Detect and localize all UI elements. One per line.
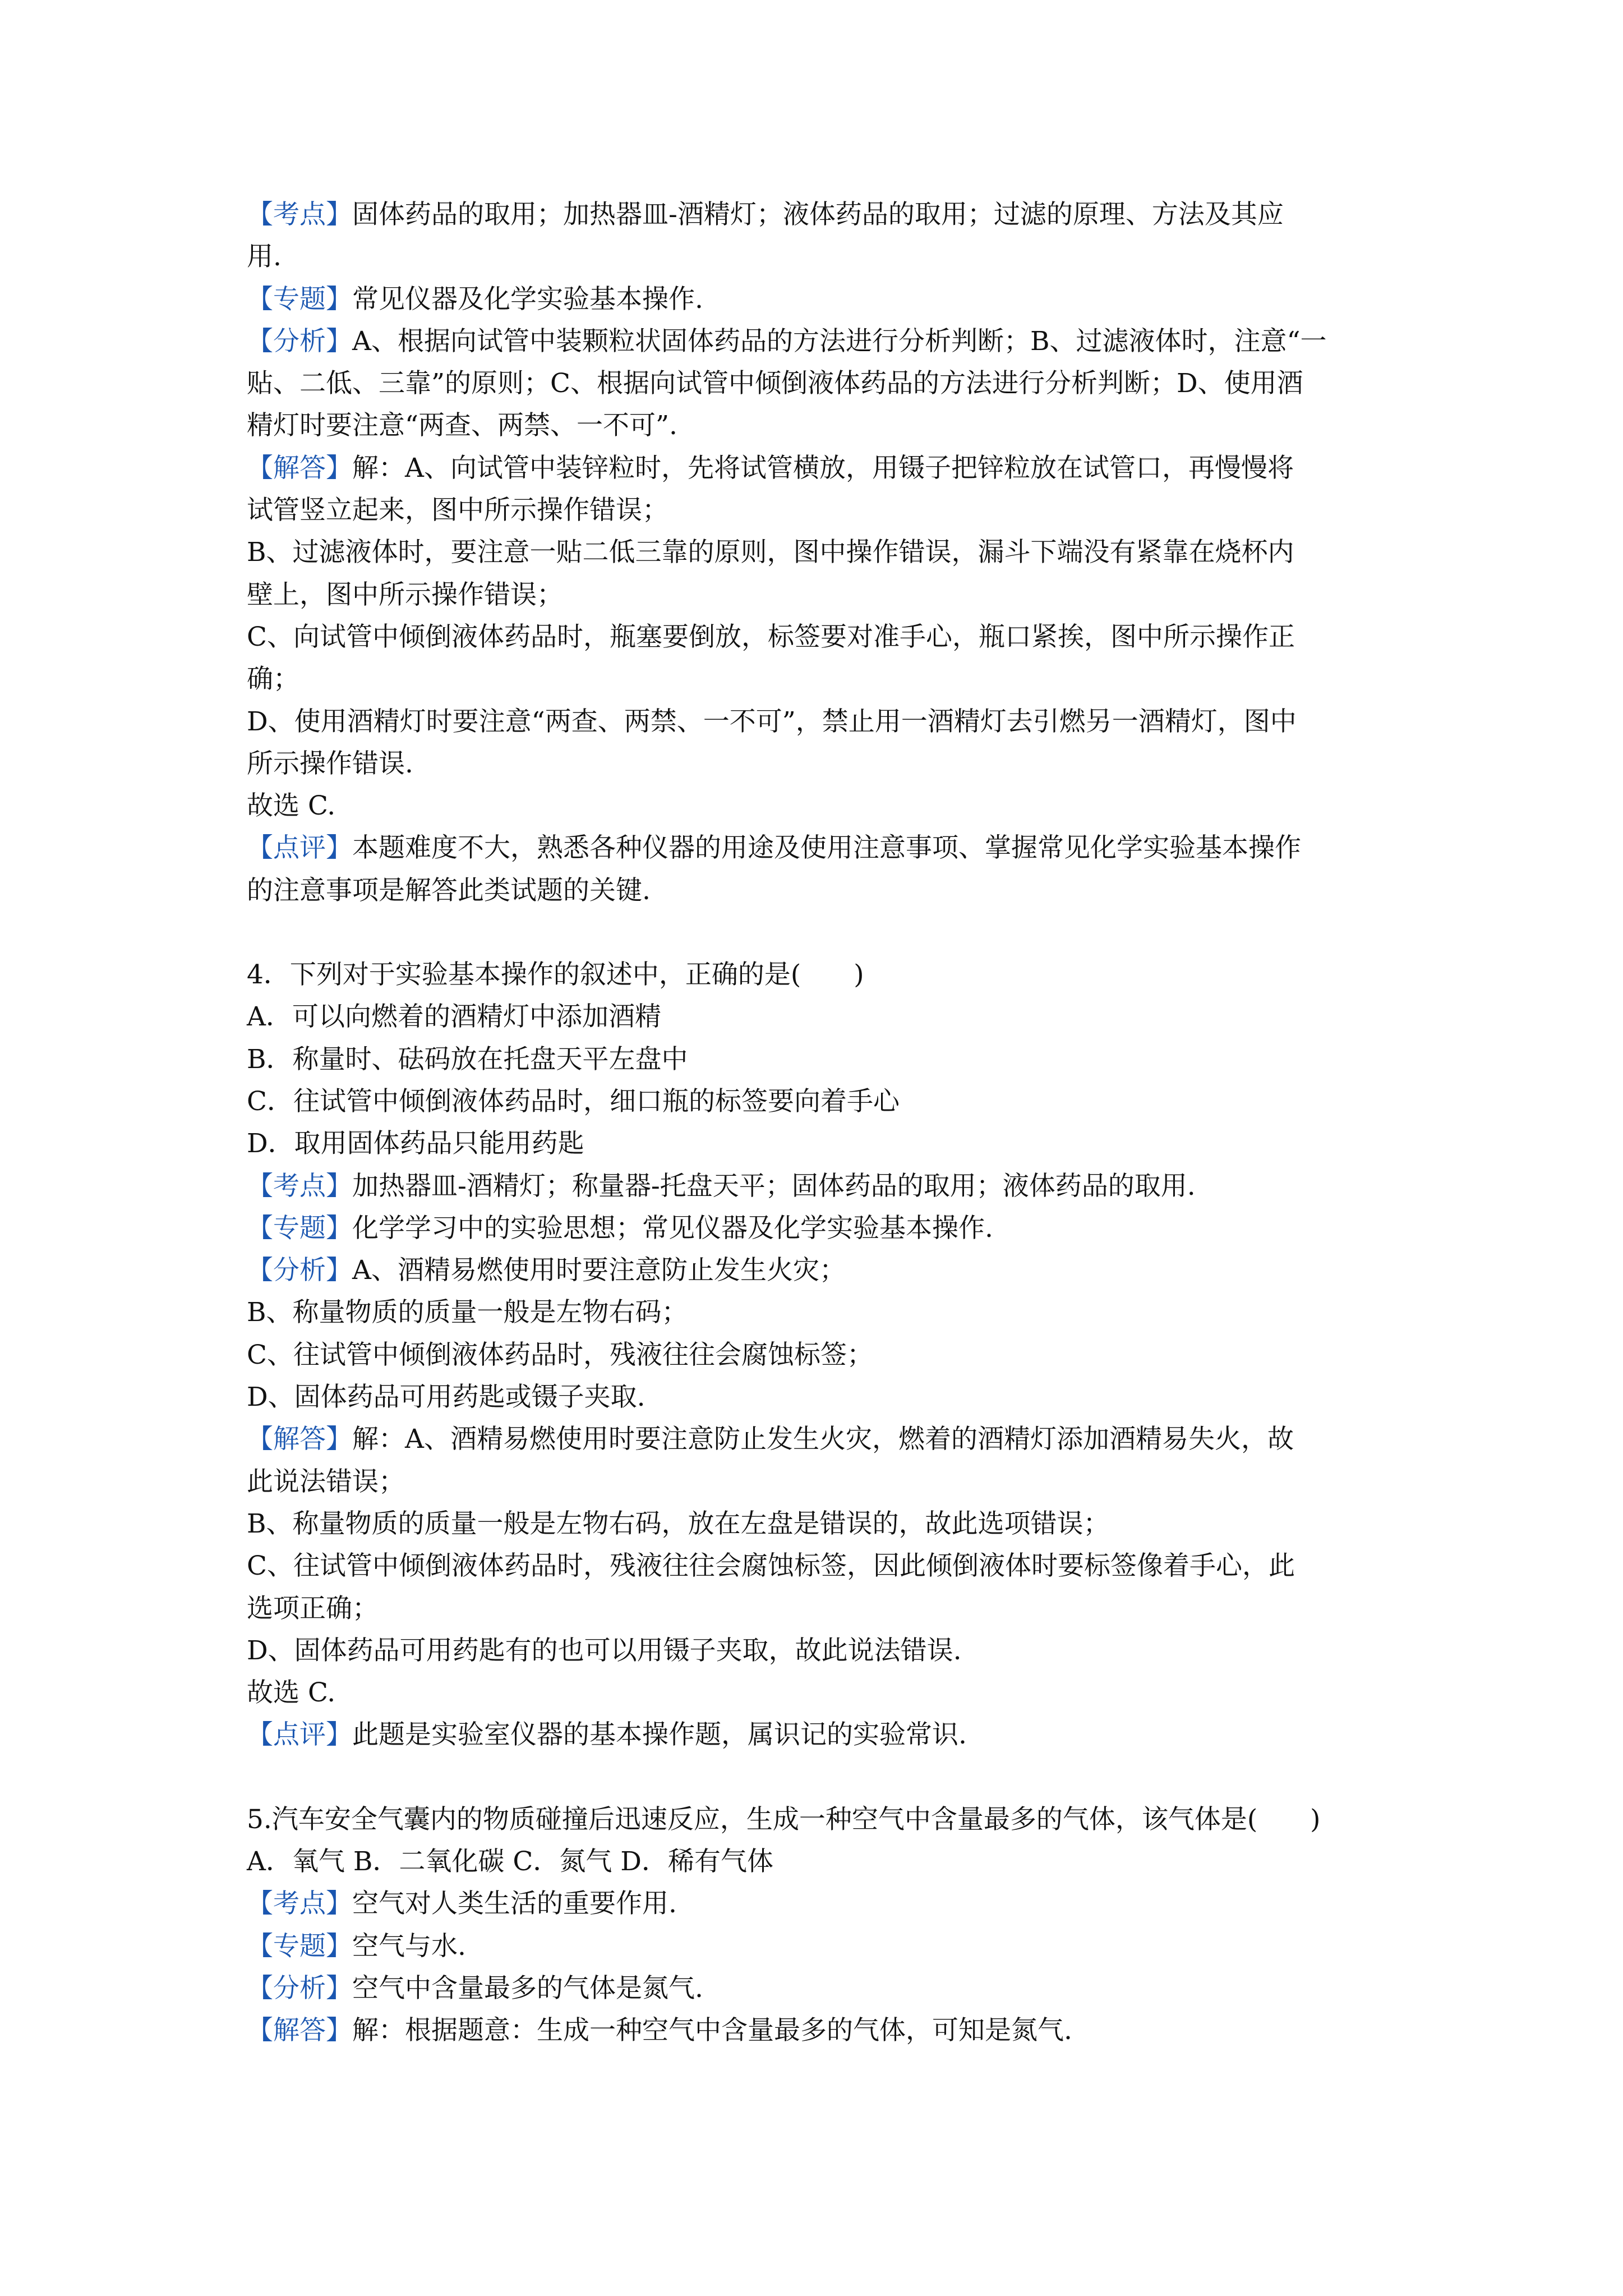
question-stem: 4．下列对于实验基本操作的叙述中，正确的是( ) — [247, 959, 864, 991]
dianping-text-cont: 的注意事项是解答此类试题的关键. — [247, 875, 651, 906]
jieda-tag: 【解答】 — [247, 452, 352, 484]
fenxi-text-cont: 贴、二低、三靠”的原则；C、根据向试管中倾倒液体药品的方法进行分析判断；D、使用酒 — [247, 368, 1303, 399]
dianping-line — [247, 827, 1391, 869]
fenxi-tag: 【分析】 — [247, 1255, 352, 1286]
dianping-tag: 【点评】 — [247, 832, 352, 864]
fenxi-text-cont: D、固体药品可用药匙或镊子夹取. — [247, 1382, 645, 1413]
option-d: D．取用固体药品只能用药匙 — [247, 1128, 584, 1159]
jieda-line — [247, 447, 1391, 489]
jieda-text-cont: C、往试管中倾倒液体药品时，残液往往会腐蚀标签，因此倾倒液体时要标签像着手心，此 — [247, 1550, 1295, 1582]
fenxi-line — [247, 1249, 1391, 1291]
fenxi-line — [247, 1967, 1391, 2009]
kaodian-text: 加热器皿-酒精灯；称量器-托盘天平；固体药品的取用；液体药品的取用. — [352, 1170, 1196, 1202]
jieda-text: 解：A、酒精易燃使用时要注意防止发生火灾，燃着的酒精灯添加酒精易失火，故 — [352, 1424, 1294, 1455]
fenxi-line — [247, 320, 1391, 362]
fenxi-tag: 【分析】 — [247, 1972, 352, 2004]
kaodian-text: 空气对人类生活的重要作用. — [352, 1888, 677, 1920]
jieda-text-cont: D、使用酒精灯时要注意“两查、两禁、一不可”，禁止用一酒精灯去引燃另一酒精灯，图中 — [247, 706, 1297, 737]
fenxi-text: A、酒精易燃使用时要注意防止发生火灾； — [352, 1255, 846, 1286]
jieda-text: 解：根据题意：生成一种空气中含量最多的气体，可知是氮气. — [352, 2015, 1072, 2046]
jieda-text-cont: D、固体药品可用药匙有的也可以用镊子夹取，故此说法错误. — [247, 1635, 962, 1666]
jieda-text-cont: C、向试管中倾倒液体药品时，瓶塞要倒放，标签要对准手心，瓶口紧挨，图中所示操作正 — [247, 621, 1295, 652]
dianping-text: 本题难度不大，熟悉各种仪器的用途及使用注意事项、掌握常见化学实验基本操作 — [352, 832, 1301, 864]
dianping-tag: 【点评】 — [247, 1719, 352, 1751]
options-line: A．氧气 B．二氧化碳 C．氮气 D．稀有气体 — [247, 1846, 773, 1877]
fenxi-text-cont: B、称量物质的质量一般是左物右码； — [247, 1297, 688, 1328]
kaodian-text-cont: 用. — [247, 241, 282, 273]
jieda-tag: 【解答】 — [247, 2015, 352, 2046]
jieda-text-cont: B、过滤液体时，要注意一贴二低三靠的原则，图中操作错误，漏斗下端没有紧靠在烧杯内 — [247, 537, 1294, 568]
question-4 — [247, 954, 1391, 1756]
answer-line: 故选 C. — [247, 1677, 336, 1709]
jieda-text-cont: 选项正确； — [247, 1593, 379, 1624]
jieda-line — [247, 1418, 1391, 1460]
jieda-text-cont: 壁上，图中所示操作错误； — [247, 579, 563, 610]
zhuanti-text: 常见仪器及化学实验基本操作. — [352, 283, 703, 315]
jieda-text-cont: 此说法错误； — [247, 1466, 405, 1497]
option-c: C．往试管中倾倒液体药品时，细口瓶的标签要向着手心 — [247, 1085, 900, 1117]
zhuanti-line — [247, 1207, 1391, 1249]
zhuanti-text: 化学学习中的实验思想；常见仪器及化学实验基本操作. — [352, 1212, 993, 1244]
zhuanti-tag: 【专题】 — [247, 283, 352, 315]
fenxi-text: 空气中含量最多的气体是氮气. — [352, 1972, 703, 2004]
zhuanti-tag: 【专题】 — [247, 1212, 352, 1244]
zhuanti-line — [247, 278, 1391, 320]
question-stem: 5.汽车安全气囊内的物质碰撞后迅速反应，生成一种空气中含量最多的气体，该气体是( ) — [247, 1803, 1321, 1835]
question-spacer — [247, 912, 1391, 954]
jieda-tag: 【解答】 — [247, 1424, 352, 1455]
fenxi-text: A、根据向试管中装颗粒状固体药品的方法进行分析判断；B、过滤液体时，注意“一 — [352, 325, 1327, 357]
document-content — [247, 194, 1391, 2051]
fenxi-text-cont: 精灯时要注意“两查、两禁、一不可”. — [247, 410, 677, 441]
jieda-text-cont: 确； — [247, 664, 299, 695]
kaodian-line — [247, 1883, 1391, 1925]
jieda-text-cont: 试管竖立起来，图中所示操作错误； — [247, 495, 668, 526]
kaodian-line — [247, 194, 1391, 236]
answer-line: 故选 C. — [247, 790, 336, 822]
kaodian-text: 固体药品的取用；加热器皿-酒精灯；液体药品的取用；过滤的原理、方法及其应 — [352, 199, 1284, 230]
option-a: A．可以向燃着的酒精灯中添加酒精 — [247, 1001, 661, 1033]
jieda-text: 解：A、向试管中装锌粒时，先将试管横放，用镊子把锌粒放在试管口，再慢慢将 — [352, 452, 1294, 484]
jieda-text-cont: 所示操作错误. — [247, 748, 413, 779]
zhuanti-text: 空气与水. — [352, 1930, 466, 1962]
question-spacer — [247, 1756, 1391, 1798]
dianping-line — [247, 1714, 1391, 1756]
kaodian-tag: 【考点】 — [247, 1170, 352, 1202]
fenxi-tag: 【分析】 — [247, 325, 352, 357]
question-5 — [247, 1798, 1391, 2052]
kaodian-tag: 【考点】 — [247, 1888, 352, 1920]
kaodian-line — [247, 1165, 1391, 1207]
zhuanti-tag: 【专题】 — [247, 1930, 352, 1962]
fenxi-text-cont: C、往试管中倾倒液体药品时，残液往往会腐蚀标签； — [247, 1339, 873, 1370]
jieda-text-cont: B、称量物质的质量一般是左物右码，放在左盘是错误的，故此选项错误； — [247, 1508, 1110, 1539]
zhuanti-line — [247, 1925, 1391, 1967]
dianping-text: 此题是实验室仪器的基本操作题，属识记的实验常识. — [352, 1719, 967, 1751]
jieda-line — [247, 2009, 1391, 2051]
kaodian-tag: 【考点】 — [247, 199, 352, 230]
question-3-solution — [247, 194, 1391, 912]
option-b: B．称量时、砝码放在托盘天平左盘中 — [247, 1043, 688, 1075]
